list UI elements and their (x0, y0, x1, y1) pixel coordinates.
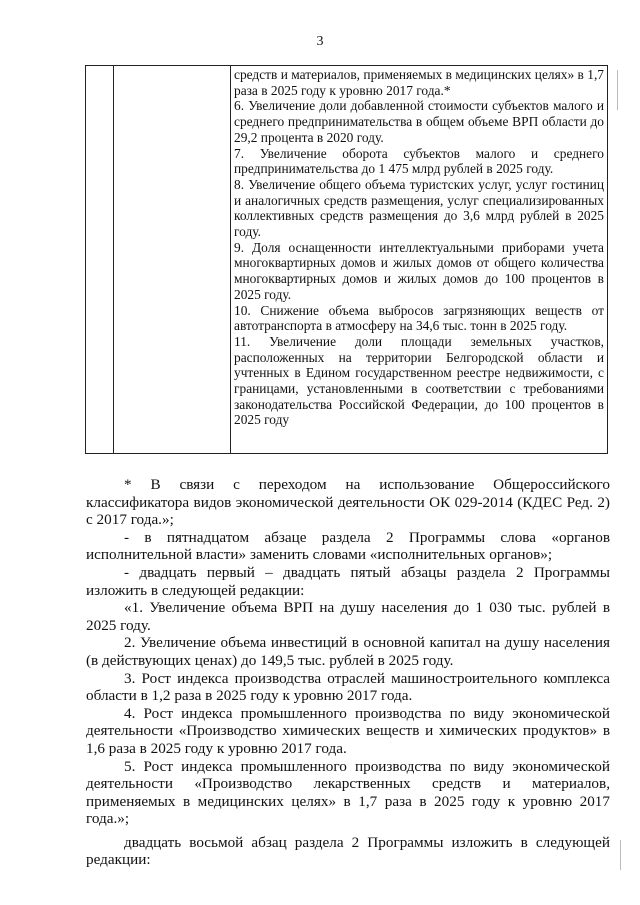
table-cell-paragraph: 6. Увеличение доли добавленной стоимости субъектов малого и среднего предпринимательства в общем объеме ВРП области до 29,2 процента в 2020 году. (234, 98, 604, 145)
goal-paragraph: 3. Рост индекса производства отраслей машиностроительного комплекса области в 1,2 раза в 2025 году к уровню 2017 года. (86, 669, 610, 705)
scan-artifact (620, 840, 621, 870)
goal-paragraph: 2. Увеличение объема инвестиций в основной капитал на душу населения (в действующих ценах) до 149,5 тыс. рублей в 2025 году. (86, 634, 610, 669)
table-column-divider-1 (113, 66, 114, 453)
scan-artifact (617, 70, 618, 110)
table-cell-paragraph: 10. Снижение объема выбросов загрязняющих веществ от автотранспорта в атмосферу на 34,6 тыс. тонн в 2025 году. (234, 302, 604, 334)
goal-paragraph: 5. Рост индекса промышленного производства по виду экономической деятельности «Производство лекарственных средств и материалов, применяемых в медицинских целях» в 1,7 раза в 2025 году к уровню 2017 года.»; (86, 757, 610, 828)
footnote-paragraph: * В связи с переходом на использование Общероссийского классификатора видов экономической деятельности ОК 029-2014 (КДЕС Ред. 2) с 2017 года.»; (86, 476, 610, 529)
amendment-paragraph: - двадцать первый – двадцать пятый абзацы раздела 2 Программы изложить в следующей редакции: (86, 563, 610, 599)
table-cell-paragraph: 8. Увеличение общего объема туристских услуг, услуг гостиниц и аналогичных средств размещения, услуг специализированных коллективных средств размещения до 3,6 млрд рублей в 2025 году. (234, 176, 604, 240)
goal-paragraph: 4. Рост индекса промышленного производства по виду экономической деятельности «Производство химических веществ и химических продуктов» в 1,6 раза в 2025 году к уровню 2017 года. (86, 704, 610, 757)
table-cell-paragraph: средств и материалов, применяемых в медицинских целях» в 1,7 раза в 2025 году к уровню 2017 года.* (234, 67, 604, 98)
amendment-paragraph: - в пятнадцатом абзаце раздела 2 Программы слова «органов исполнительной власти» заменить словами «исполнительных органов»; (86, 528, 610, 564)
goal-paragraph: «1. Увеличение объема ВРП на душу населения до 1 030 тыс. рублей в 2025 году. (86, 599, 610, 634)
table-column-divider-2 (230, 66, 231, 453)
document-body (86, 476, 610, 869)
goals-table (85, 65, 608, 454)
table-cell-paragraph: 9. Доля оснащенности интеллектуальными приборами учета многоквартирных домов и жилых домов от общего количества многоквартирных домов и жилых домов до 100 процентов в 2025 году. (234, 239, 604, 302)
table-goals-cell (234, 67, 604, 428)
table-cell-paragraph: 11. Увеличение доли площади земельных участков, расположенных на территории Белгородской области и учтенных в Едином государственном реестре недвижимости, с границами, установленными в соответствии с требованиями законодательства Российской Федерации, до 100 процентов в 2025 году (234, 333, 604, 428)
page-number: 3 (316, 34, 324, 49)
table-cell-paragraph: 7. Увеличение оборота субъектов малого и среднего предпринимательства до 1 475 млрд рублей в 2025 году. (234, 145, 604, 177)
amendment-paragraph: двадцать восьмой абзац раздела 2 Программы изложить в следующей редакции: (86, 833, 610, 869)
